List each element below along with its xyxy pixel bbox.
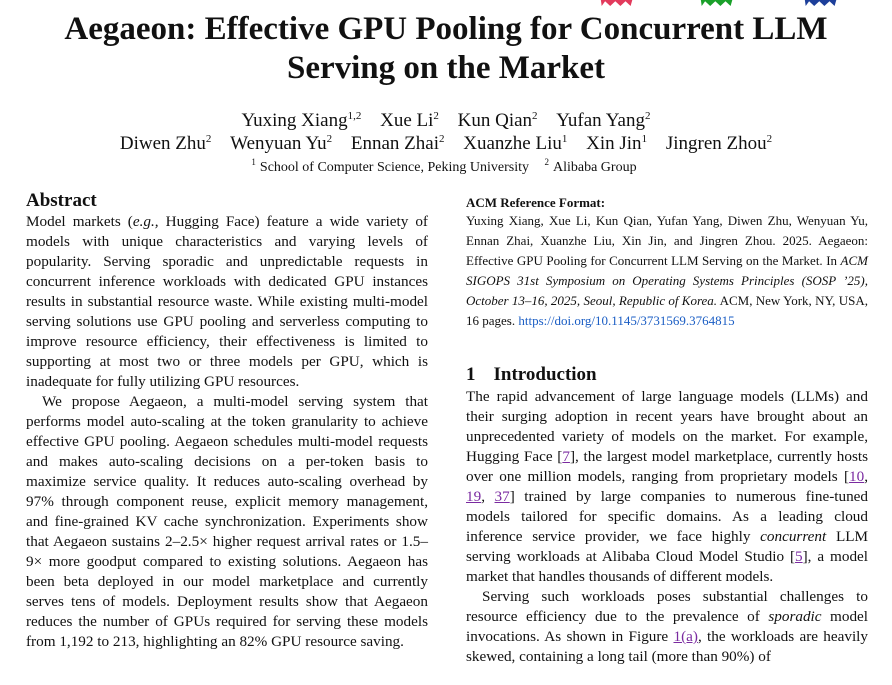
intro-paragraph-2: Serving such workloads poses substantial challenges to resource efficiency due to the prevalence of sporadic model invocations. As shown in Figure 1(a), the workloads are heavily skewed, containing a long tail (more than 90%) of	[466, 588, 868, 665]
author: Xin Jin$^1$	[586, 133, 648, 154]
author: Jingren Zhou$^2$	[665, 133, 773, 154]
right-column	[466, 190, 868, 667]
section-heading-introduction: 1 Introduction	[466, 364, 597, 385]
abstract-heading: Abstract	[26, 190, 97, 211]
citation-link[interactable]: 10	[849, 468, 865, 485]
left-column	[26, 190, 428, 652]
paper-title: Aegaeon: Effective GPU Pooling for Concurrent LLM Serving on the Market	[64, 11, 828, 86]
affiliation: $^2$ Alibaba Group	[544, 157, 637, 175]
artifact-badge-red	[600, 0, 634, 6]
doi-link[interactable]: https://doi.org/10.1145/3731569.3764815	[518, 313, 735, 328]
acm-reference-text: Yuxing Xiang, Xue Li, Kun Qian, Yufan Yang, Diwen Zhu, Wenyuan Yu, Ennan Zhai, Xuanzhe Liu, Xin Jin, and Jingren Zhou. 2025. Aegaeon: Effective GPU Pooling for Concurrent LLM Serving on the Market. In ACM SIGOPS 31st Symposium on Operating Systems Principles (SOSP ’25), October 13–16, 2025, Seoul, Republic of Korea. ACM, New York, NY, USA, 16 pages. https://doi.org/10.1145/3731569.3764815	[466, 213, 868, 328]
abstract-paragraph-1: Model markets (e.g., Hugging Face) feature a wide variety of models with unique characteristics and varying levels of popularity. Serving sporadic and unpredictable requests in concurrent inference workloads with dedicated GPU instances results in substantial resource waste. While existing multi-model serving solutions use GPU pooling and serverless computing to improve resource efficiency, their effectiveness is limited to supporting at most two or three models per GPU, which is inadequate for fully utilizing GPU resources.	[26, 213, 428, 390]
acm-reference-heading: ACM Reference Format:	[466, 195, 606, 210]
affiliations	[20, 159, 872, 177]
author: Yufan Yang$^2$	[556, 110, 651, 131]
citation-link[interactable]: 37	[494, 488, 510, 505]
citation-link[interactable]: 7	[562, 448, 570, 465]
author: Wenyuan Yu$^2$	[230, 133, 333, 154]
citation-link[interactable]: 5	[795, 548, 803, 565]
artifact-badges	[600, 0, 860, 6]
citation-link[interactable]: 19	[466, 488, 482, 505]
author: Kun Qian$^2$	[457, 110, 538, 131]
affiliation: $^1$ School of Computer Science, Peking University	[251, 157, 529, 175]
artifact-badge-green	[700, 0, 734, 6]
author: Yuxing Xiang$^{1,2}$	[241, 110, 362, 131]
intro-paragraph-1: The rapid advancement of large language models (LLMs) and their surging adoption in recent years have brought about an unprecedented variety of models on the market. For example, Hugging Face [7], the largest model marketplace, currently hosts over one million models, ranging from proprietary models [10, 19, 37] trained by large companies to numerous fine-tuned models tailored for specific domains. As a leading cloud inference service provider, we face highly concurrent LLM serving workloads at Alibaba Cloud Model Studio [5], a model market that handles thousands of different models.	[466, 388, 869, 585]
author: Diwen Zhu$^2$	[119, 133, 212, 154]
author: Ennan Zhai$^2$	[350, 133, 445, 154]
authors-line-2	[20, 132, 872, 155]
abstract-paragraph-2: We propose Aegaeon, a multi-model serving system that performs model auto-scaling at the token granularity to achieve effective GPU pooling. Aegaeon schedules multi-model requests and makes auto-scaling decisions on a per-token basis to maximize service quality. It reduces auto-scaling overhead by 97% through component reuse, explicit memory management, and fine-grained KV cache synchronization. Experiments show that Aegaeon sustains 2–2.5× higher request arrival rates or 1.5–9× more goodput compared to existing solutions. Aegaeon has been beta deployed in our model marketplace and currently serves tens of models. Deployment results show that Aegaeon reduces the number of GPUs required for serving these models from 1,192 to 213, highlighting an 82% GPU resource saving.	[26, 393, 428, 650]
figure-link[interactable]: 1(a)	[673, 628, 698, 645]
authors-line-1	[20, 109, 872, 132]
artifact-badge-blue	[804, 0, 838, 6]
author: Xuanzhe Liu$^1$	[463, 133, 568, 154]
author: Xue Li$^2$	[380, 110, 439, 131]
